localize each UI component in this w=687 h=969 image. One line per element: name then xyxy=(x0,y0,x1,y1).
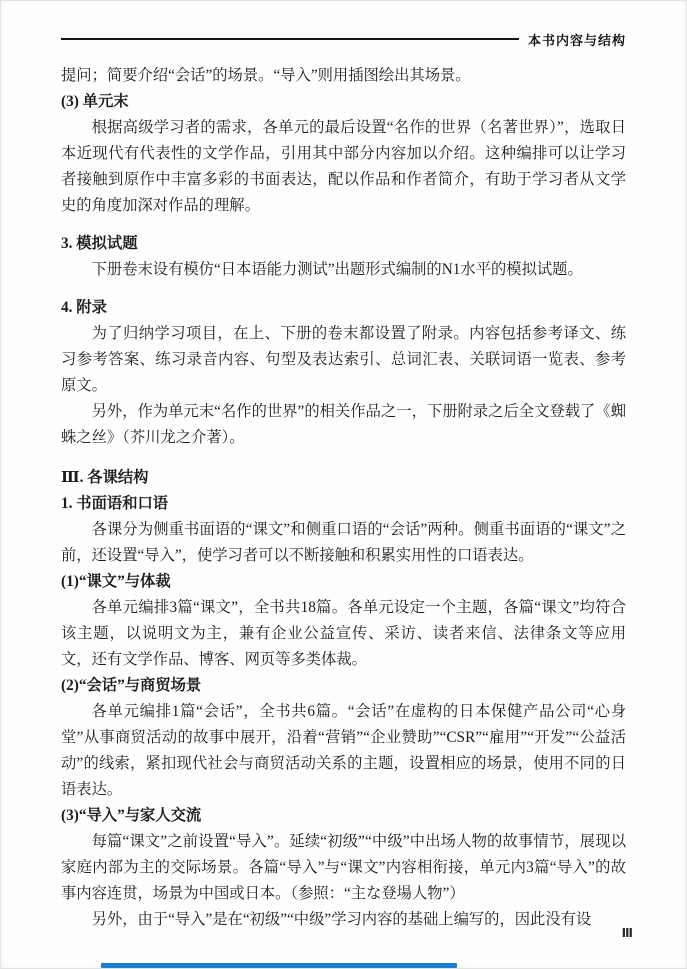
paragraph-appendix-1: 为了归纳学习项目，在上、下册的卷末都设置了附录。内容包括参考译文、练习参考答案、练习录音内容、句型及表达索引、总词汇表、关联词语一览表、参考原文。 xyxy=(61,325,626,394)
bottom-blue-bar xyxy=(101,963,457,968)
page-body xyxy=(61,63,626,933)
page-number: Ⅲ xyxy=(621,926,634,940)
paragraph-dialogue-business: 各单元编排1篇“会话”，全书共6篇。“会话”在虚构的日本保健产品公司“心身堂”从事商贸活动的故事中展开，沿着“营销”“企业赞助”“CSR”“雇用”“开发”“公益活动”的线索，紧扣现代社会与商贸活动关系的主题，设置相应的场景，使用不同的日语表达。 xyxy=(61,703,626,798)
heading-written-spoken: 1. 书面语和口语 xyxy=(61,495,169,512)
heading-text-genre: (1)“课文”与体裁 xyxy=(61,573,171,590)
page-header xyxy=(61,31,626,47)
heading-dialogue-business: (2)“会话”与商贸场景 xyxy=(61,677,202,694)
paragraph-unit-end: 根据高级学习者的需求，各单元的最后设置“名作的世界（名著世界）”，选取日本近现代有代表性的文学作品，引用其中部分内容加以介绍。这种编排可以让学习者接触到原作中丰富多彩的书面表达，配以作品和作者简介，有助于学习者从文学史的角度加深对作品的理解。 xyxy=(61,119,626,214)
header-title: 本书内容与结构 xyxy=(527,32,626,48)
heading-appendix: 4. 附录 xyxy=(61,299,107,316)
header-rule xyxy=(61,38,519,40)
paragraph-intro-continuation: 提问；简要介绍“会话”的场景。“导入”则用插图绘出其场景。 xyxy=(61,67,471,84)
paragraph-intro-family-2: 另外，由于“导入”是在“初级”“中级”学习内容的基础上编写的，因此没有设 xyxy=(91,911,592,928)
paragraph-appendix-2: 另外，作为单元末“名作的世界”的相关作品之一，下册附录之后全文登载了《蜘蛛之丝》（芥川龙之介著）。 xyxy=(61,403,626,446)
paragraph-text-genre: 各单元编排3篇“课文”，全书共18篇。各单元设定一个主题，各篇“课文”均符合该主题，以说明文为主，兼有企业公益宣传、采访、读者来信、法律条文等应用文，还有文学作品、博客、网页等多类体裁。 xyxy=(61,599,626,668)
paragraph-mock-test: 下册卷末设有模仿“日本语能力测试”出题形式编制的N1水平的模拟试题。 xyxy=(91,261,583,278)
paragraph-written-spoken: 各课分为侧重书面语的“课文”和侧重口语的“会话”两种。侧重书面语的“课文”之前，还设置“导入”，使学习者可以不断接触和积累实用性的口语表达。 xyxy=(61,521,626,564)
heading-mock-test: 3. 模拟试题 xyxy=(61,235,138,252)
paragraph-intro-family-1: 每篇“课文”之前设置“导入”。延续“初级”“中级”中出场人物的故事情节，展现以家庭内部为主的交际场景。各篇“导入”与“课文”内容相衔接，单元内3篇“导入”的故事内容连贯，场景为中国或日本。（参照：“主な登場人物”） xyxy=(61,833,626,902)
heading-intro-family: (3)“导入”与家人交流 xyxy=(61,807,202,824)
heading-section-lesson-structure: Ⅲ. 各课结构 xyxy=(61,469,149,486)
heading-unit-end: (3) 单元末 xyxy=(61,93,129,110)
